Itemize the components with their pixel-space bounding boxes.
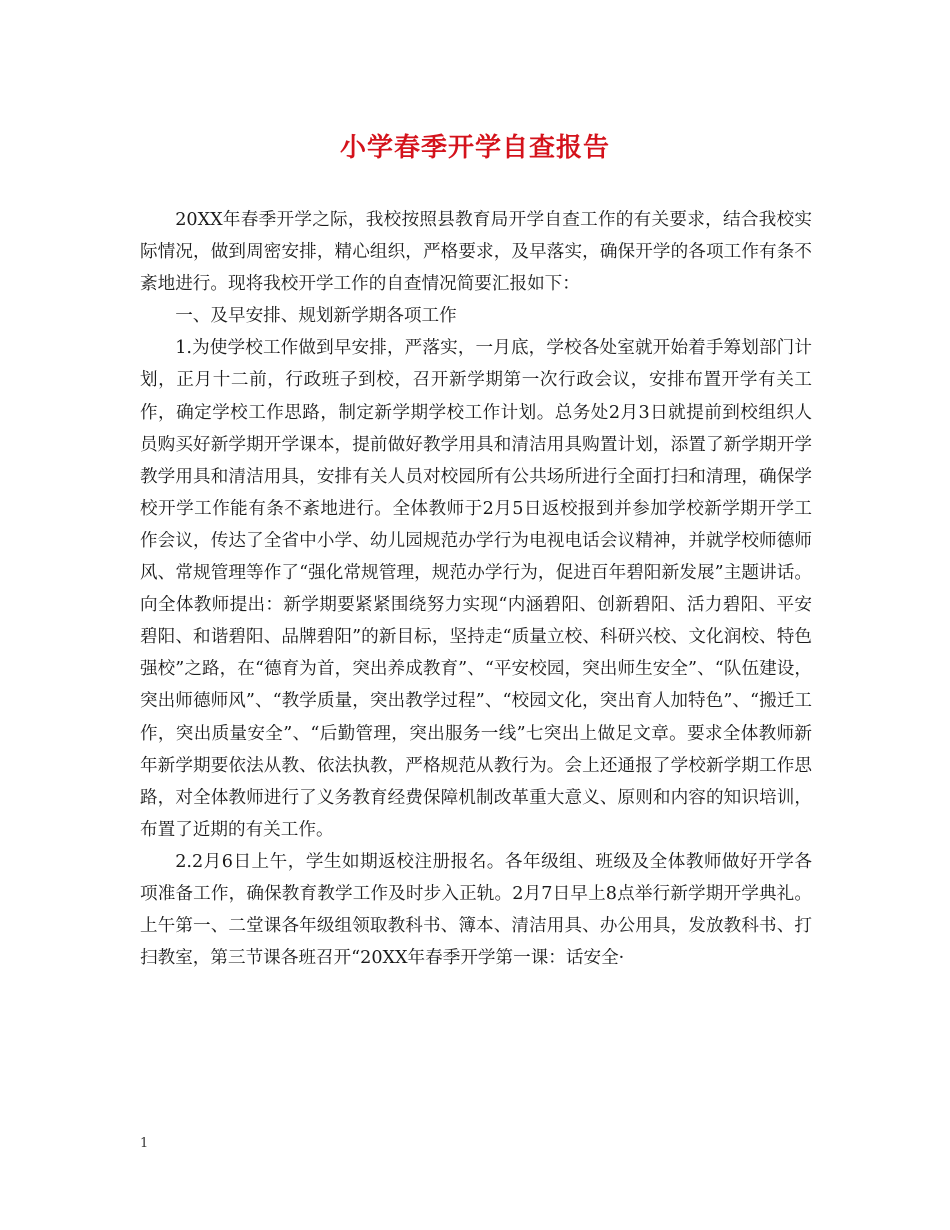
section-heading: 一、及早安排、规划新学期各项工作 [175,306,457,327]
item-1-paragraph: 1.为使学校工作做到早安排，严落实，一月底，学校各处室就开始着手筹划部门计划，正月十二前，行政班子到校，召开新学期第一次行政会议，安排布置开学有关工作，确定学校工作思路，制定新学期学校工作计划。总务处2月3日就提前到校组织人员购买好新学期开学课本，提前做好教学用具和清洁用具购置计划，添置了新学期开学教学用具和清洁用具，安排有关人员对校园所有公共场所进行全面打扫和清理，确保学校开学工作能有条不紊地进行。全体教师于2月5日返校报到并参加学校新学期开学工作会议，传达了全省中小学、幼儿园规范办学行为电视电话会议精神，并就学校师德师风、常规管理等作了“强化常规管理，规范办学行为，促进百年碧阳新发展”主题讲话。向全体教师提出：新学期要紧紧围绕努力实现“内涵碧阳、创新碧阳、活力碧阳、平安碧阳、和谐碧阳、品牌碧阳”的新目标，坚持走“质量立校、科研兴校、文化润校、特色强校”之路，在“德育为首，突出养成教育”、“平安校园，突出师生安全”、“队伍建设，突出师德师风”、“教学质量，突出教学过程”、“校园文化，突出育人加特色”、“搬迁工作，突出质量安全”、“后勤管理，突出服务一线”七突出上做足文章。要求全体教师新年新学期要依法从教、依法执教，严格规范从教行为。会上还通报了学校新学期工作思路，对全体教师进行了义务教育经费保障机制改革重大意义、原则和内容的知识培训，布置了近期的有关工作。 [140,338,812,840]
intro-paragraph: 20XX年春季开学之际，我校按照县教育局开学自查工作的有关要求，结合我校实际情况，做到周密安排，精心组织，严格要求，及早落实，确保开学的各项工作有条不紊地进行。现将我校开学工作的自查情况简要汇报如下： [140,210,812,295]
document-title: 小学春季开学自查报告 [339,133,610,163]
page-number: 1 [140,1136,149,1151]
document-body [140,204,812,974]
item-2-paragraph: 2.2月6日上午，学生如期返校注册报名。各年级组、班级及全体教师做好开学各项准备工作，确保教育教学工作及时步入正轨。2月7日早上8点举行新学期开学典礼。上午第一、二堂课各年级组领取教科书、簿本、清洁用具、办公用具，发放教科书、打扫教室，第三节课各班召开“20XX年春季开学第一课：话安全· [140,851,812,969]
